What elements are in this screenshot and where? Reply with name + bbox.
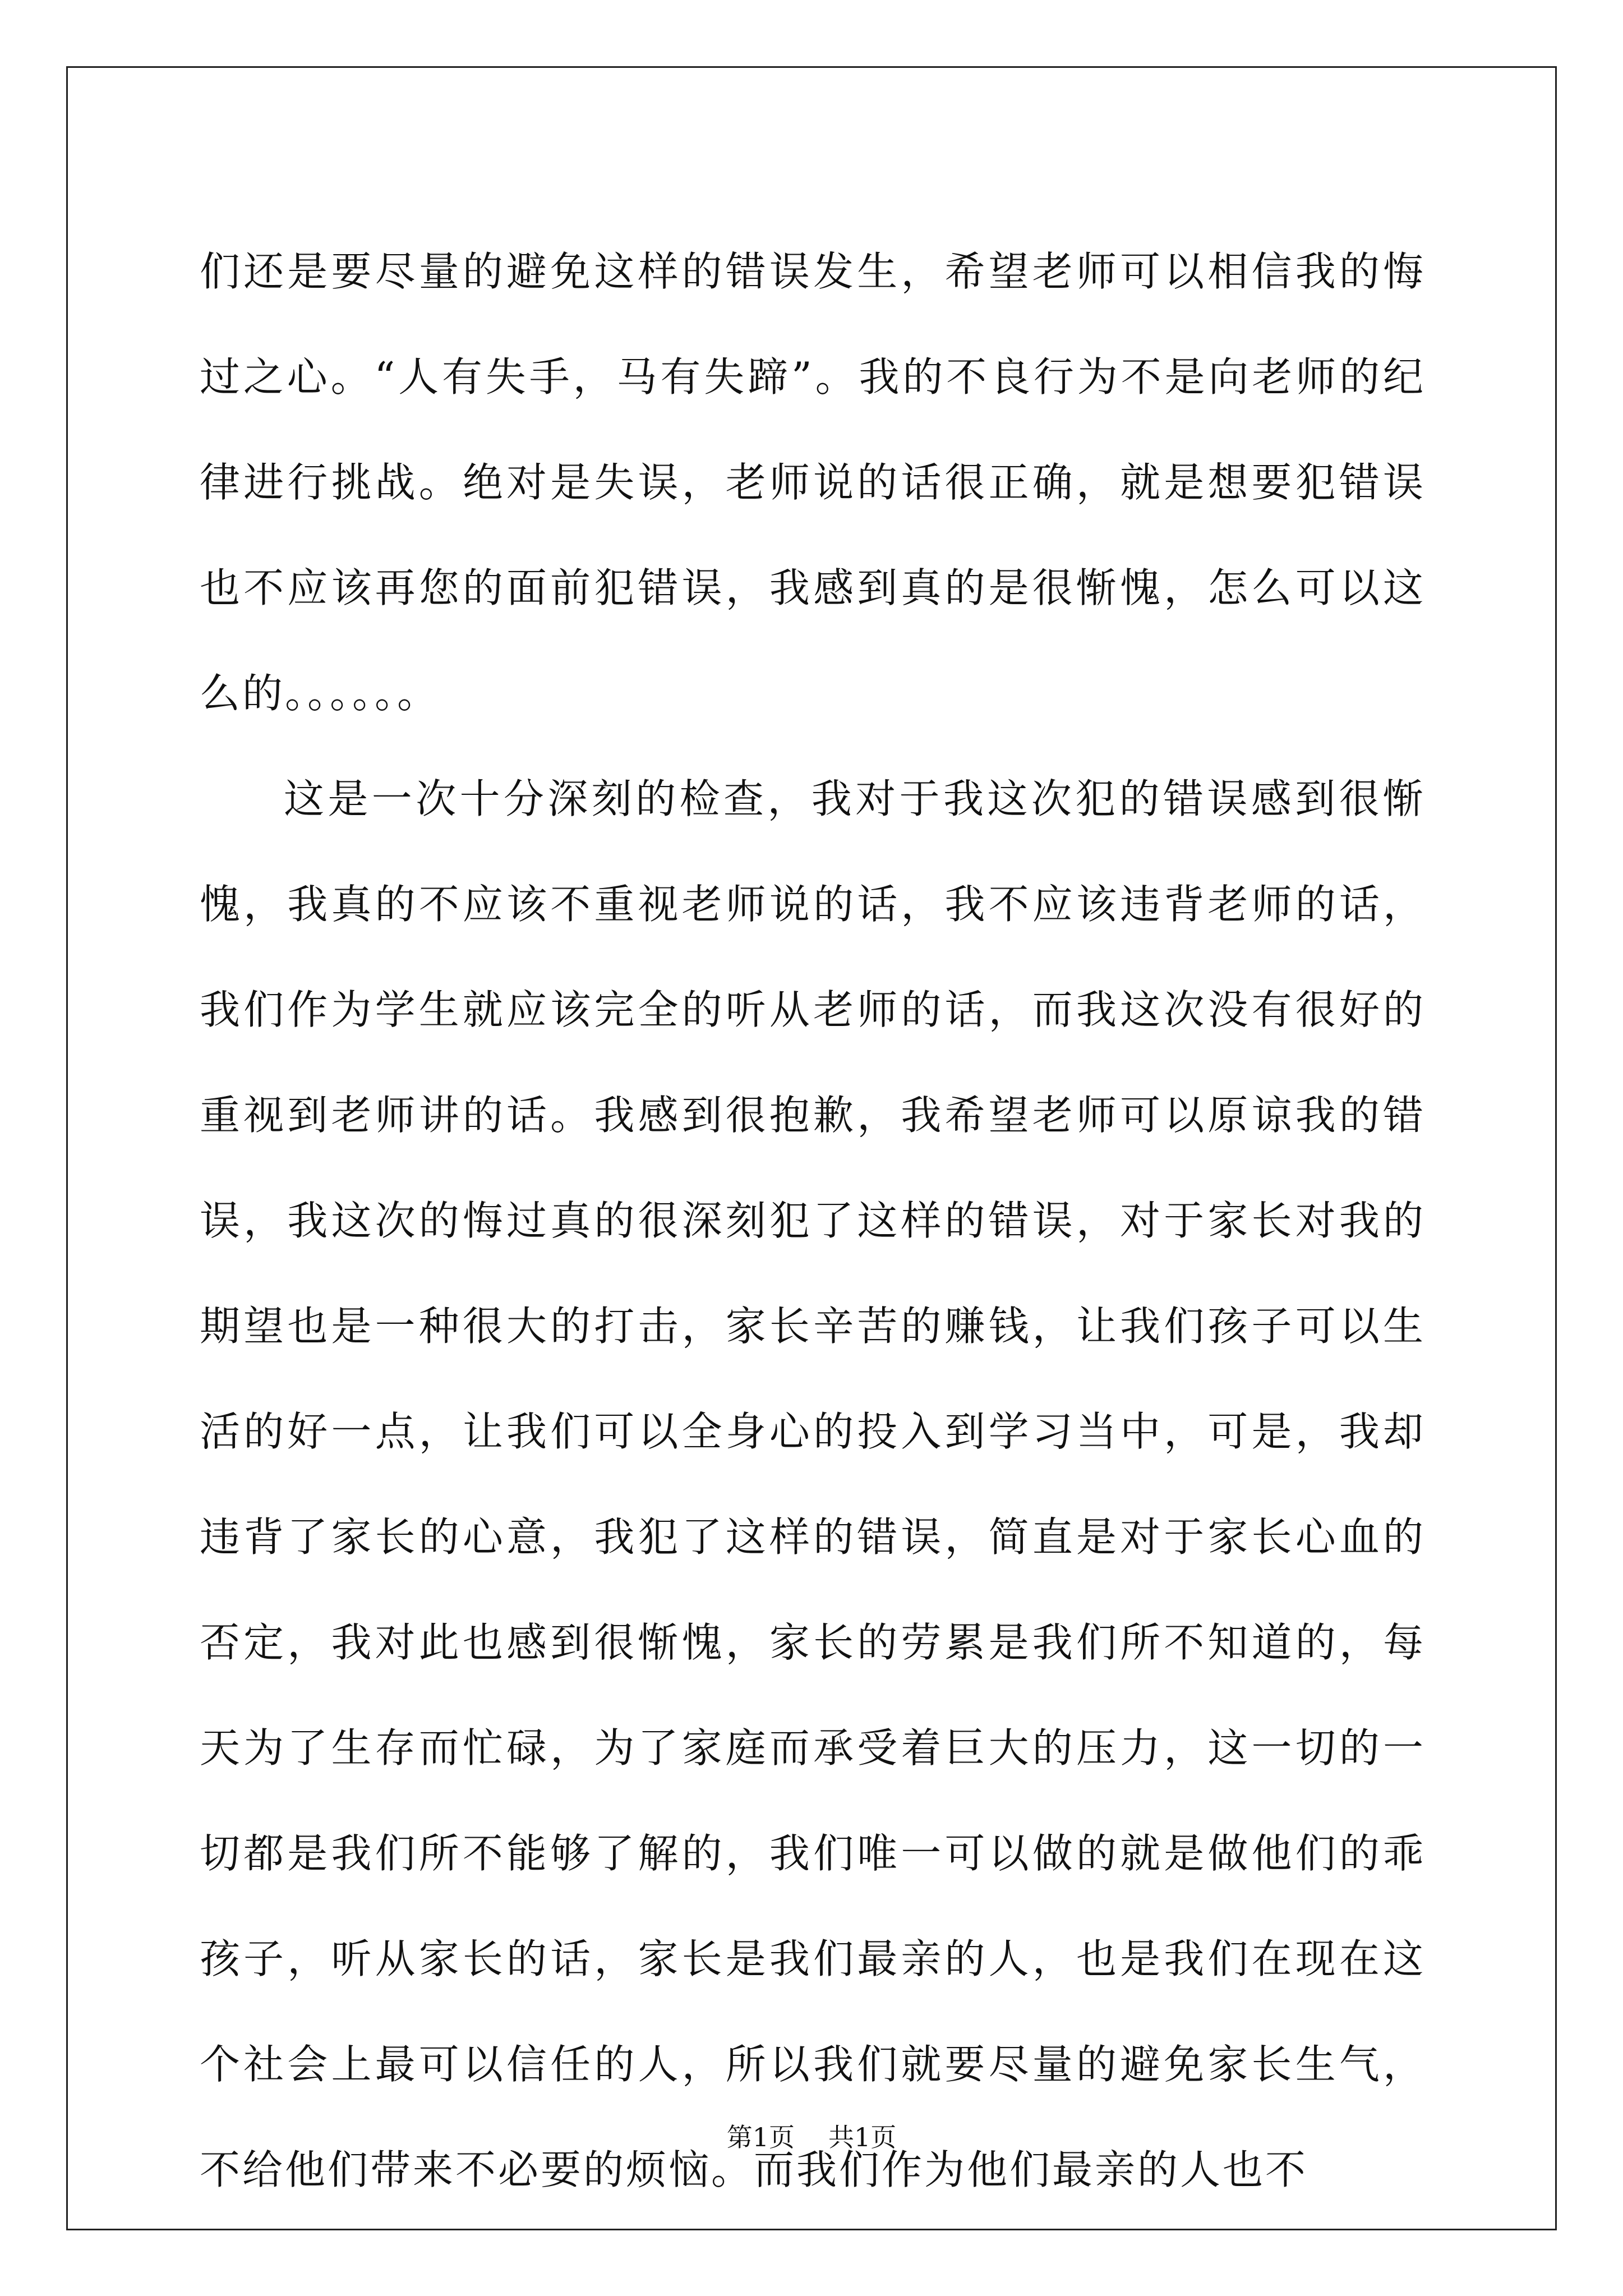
paragraph-2: 这是一次十分深刻的检查，我对于我这次犯的错误感到很惭愧，我真的不应该不重视老师说的话，我不应该违背老师的话，我们作为学生就应该完全的听从老师的话，而我这次没有很好的重视到老师讲的话。我感到很抱歉，我希望老师可以原谅我的错误，我这次的悔过真的很深刻犯了这样的错误，对于家长对我的期望也是一种很大的打击，家长辛苦的赚钱，让我们孩子可以生活的好一点，让我们可以全身心的投入到学习当中，可是，我却违背了家长的心意，我犯了这样的错误，简直是对于家长心血的否定，我对此也感到很惭愧，家长的劳累是我们所不知道的，每天为了生存而忙碌，为了家庭而承受着巨大的压力，这一切的一切都是我们所不能够了解的，我们唯一可以做的就是做他们的乖孩子，听从家长的话，家长是我们最亲的人，也是我们在现在这个社会上最可以信任的人，所以我们就要尽量的避免家长生气，不给他们带来不必要的烦恼。而我们作为他们最亲的人也不 (200, 775, 1426, 2193)
document-body (200, 219, 1426, 2223)
page-total: 共1页 (828, 2122, 897, 2152)
page-footer (0, 2120, 1623, 2154)
page-number: 第1页 (726, 2122, 795, 2152)
paragraph-1: 们还是要尽量的避免这样的错误发生，希望老师可以相信我的悔过之心。“人有失手，马有失蹄”。我的不良行为不是向老师的纪律进行挑战。绝对是失误，老师说的话很正确，就是想要犯错误也不应该再您的面前犯错误，我感到真的是很惭愧，怎么可以这么的。。。。。。 (200, 248, 1426, 717)
